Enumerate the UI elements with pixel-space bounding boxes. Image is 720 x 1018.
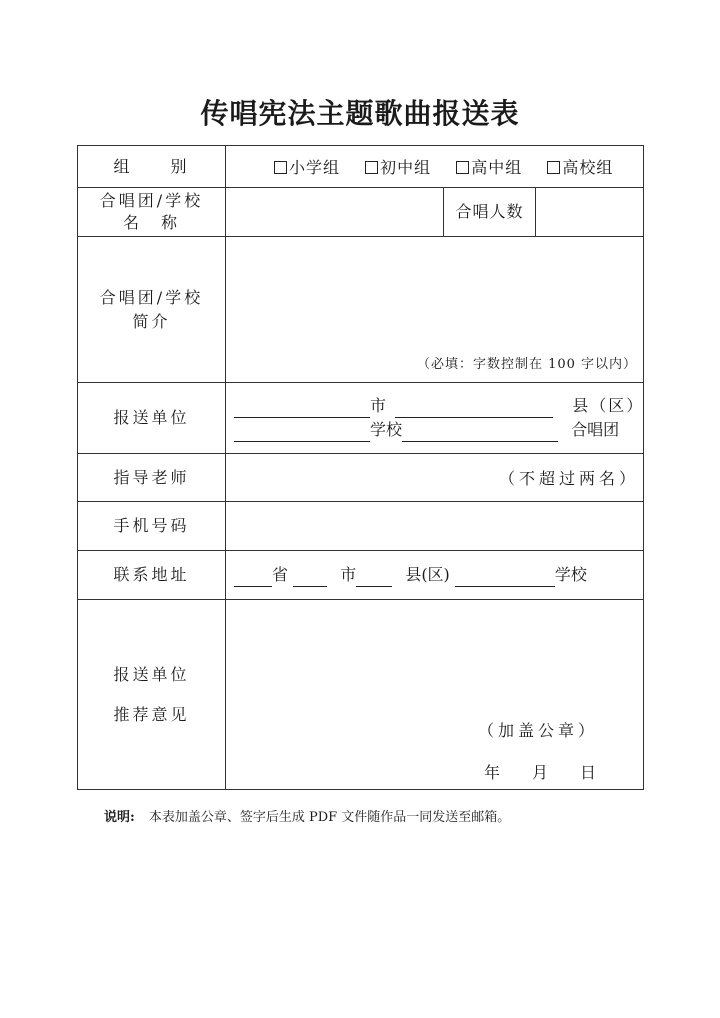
checkbox-icon[interactable] [365, 161, 378, 174]
county-blank[interactable] [395, 399, 553, 418]
addr-school-blank[interactable] [455, 568, 555, 587]
recommend-row [78, 600, 644, 790]
recommend-field[interactable] [226, 600, 644, 790]
teacher-row [78, 454, 644, 502]
submission-form-table [77, 145, 644, 790]
checkbox-icon[interactable] [456, 161, 469, 174]
checkbox-icon[interactable] [274, 161, 287, 174]
phone-row [78, 502, 644, 551]
school-blank[interactable] [234, 423, 370, 442]
choir-count-field[interactable] [536, 188, 644, 237]
group-option-college[interactable]: 高校组 [547, 155, 613, 178]
choir-count-label: 合唱人数 [444, 188, 536, 237]
address-field[interactable]: 省 市 县(区) 学校 [226, 551, 644, 600]
intro-hint: （必填：字数控制在 100 字以内） [416, 357, 638, 372]
date-line: 年 月 日 [484, 763, 599, 782]
teacher-field[interactable] [226, 454, 644, 502]
seal-note: （加盖公章） [478, 721, 599, 740]
teacher-label: 指导老师 [78, 454, 226, 502]
footnote: 说明: 本表加盖公章、签字后生成 PDF 文件随作品一同发送至邮箱。 [104, 810, 511, 825]
teacher-hint: （不超过两名） [499, 469, 640, 488]
intro-label: 合唱团/学校 简介 [78, 237, 226, 383]
group-label: 组 别 [78, 146, 226, 188]
unit-row [78, 383, 644, 454]
group-option-senior[interactable]: 高中组 [456, 155, 522, 178]
address-row [78, 551, 644, 600]
checkbox-icon[interactable] [547, 161, 560, 174]
group-options [226, 146, 644, 188]
page-title: 传唱宪法主题歌曲报送表 [200, 97, 520, 130]
addr-city-blank[interactable] [293, 568, 327, 587]
choir-name-row [78, 188, 644, 237]
province-blank[interactable] [234, 568, 272, 587]
city-blank[interactable] [234, 399, 370, 418]
unit-label: 报送单位 [78, 383, 226, 454]
phone-label: 手机号码 [78, 502, 226, 551]
phone-field[interactable] [226, 502, 644, 551]
recommend-label: 报送单位 推荐意见 [78, 600, 226, 790]
group-option-junior[interactable]: 初中组 [365, 155, 431, 178]
group-row [78, 146, 644, 188]
choir-name-label: 合唱团/学校 名 称 [78, 188, 226, 237]
intro-field[interactable] [226, 237, 644, 383]
addr-county-blank[interactable] [356, 568, 392, 587]
unit-field[interactable]: 市 县（区） 学校 合唱团 [226, 383, 644, 454]
choir-name-field[interactable] [226, 188, 444, 237]
address-label: 联系地址 [78, 551, 226, 600]
choir-blank[interactable] [402, 423, 558, 442]
intro-row [78, 237, 644, 383]
group-option-primary[interactable]: 小学组 [274, 155, 340, 178]
